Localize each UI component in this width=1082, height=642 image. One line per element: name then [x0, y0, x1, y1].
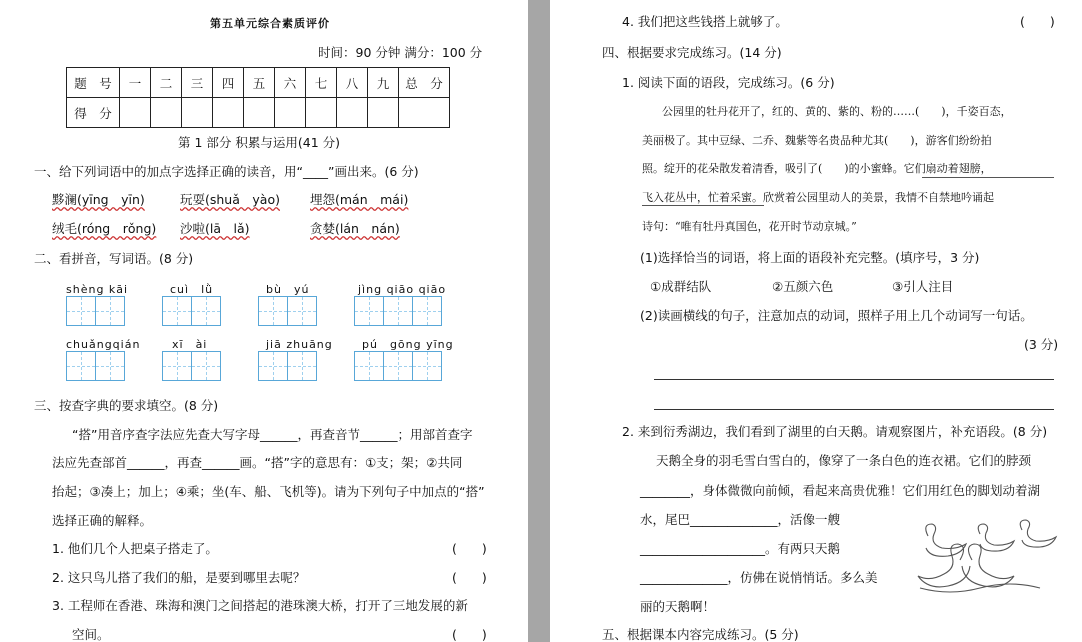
char-grid[interactable]: [66, 351, 124, 381]
score-cell[interactable]: [182, 98, 213, 128]
pinyin-label: chuǎngqián: [66, 338, 141, 351]
swan-line: ________，身体微微向前倾，看起来高贵优雅！它们用红色的脚划动着湖: [640, 483, 1041, 498]
score-cell[interactable]: [306, 98, 337, 128]
score-table-header-row: [67, 68, 450, 98]
passage-line: 公园里的牡丹花开了，红的、黄的、紫的、粉的……( )，千姿百态，: [662, 105, 1012, 118]
score-header-cell: 五: [244, 68, 275, 98]
char-grid[interactable]: [162, 351, 220, 381]
q3-text-line: 选择正确的解释。: [52, 513, 153, 528]
task1: (1)选择恰当的词语，将上面的语段补充完整。(填序号，3 分): [640, 250, 980, 265]
page-gap: [528, 0, 550, 642]
q2-heading: 二、看拼音，写词语。(8 分): [34, 251, 194, 266]
swan-line: 天鹅全身的羽毛雪白雪白的，像穿了一条白色的连衣裙。它们的脖颈: [656, 453, 1032, 468]
left-page: [0, 0, 528, 642]
q3-item: 1. 他们几个人把桌子搭走了。: [52, 541, 218, 556]
q3-text-line: “搭”用音序查字法应先查大写字母______，再查音节______；用部首查字: [72, 427, 473, 442]
char-grid[interactable]: [354, 351, 441, 381]
score-header-cell: 九: [368, 68, 399, 98]
pinyin-label: shèng kāi: [66, 283, 129, 296]
q3-item: 2. 这只鸟儿搭了我们的船，是要到哪里去呢？: [52, 570, 306, 585]
q1-item: 黟澜(yīng yīn): [52, 192, 145, 207]
score-table-score-row: [67, 98, 450, 128]
score-cell[interactable]: [399, 98, 450, 128]
swan-line: 丽的天鹅啊！: [640, 599, 716, 614]
score-header-cell: 一: [120, 68, 151, 98]
score-cell[interactable]: [151, 98, 182, 128]
answer-paren[interactable]: ( ): [452, 541, 487, 556]
q5-heading: 五、根据课本内容完成练习。(5 分): [602, 627, 799, 642]
score-cell[interactable]: [368, 98, 399, 128]
pinyin-label: cuì lǜ: [170, 283, 214, 296]
score-header-cell: 二: [151, 68, 182, 98]
answer-paren[interactable]: ( ): [452, 570, 487, 585]
passage-underline: [642, 205, 764, 206]
q3-item: 3. 工程师在香港、珠海和澳门之间搭起的港珠澳大桥，打开了三地发展的新: [52, 598, 468, 613]
passage-line: 美丽极了。其中豆绿、二乔、魏紫等名贵品种尤其( )，游客们纷纷拍: [642, 134, 992, 147]
option: ①成群结队: [650, 279, 712, 294]
swan-line: ______________，仿佛在说悄悄话。多么美: [640, 570, 878, 585]
swan-line: 水，尾巴______________，活像一艘: [640, 512, 841, 527]
q4-heading: 四、根据要求完成练习。(14 分): [602, 45, 782, 60]
q4-sub2: 2. 来到衍秀湖边，我们看到了湖里的白天鹅。请观察图片，补充语段。(8 分): [622, 424, 1048, 439]
q1-item: 沙啦(lā lǎ): [180, 221, 250, 236]
char-grid[interactable]: [66, 296, 124, 326]
swan-line: ____________________。有两只天鹅: [640, 541, 841, 556]
option: ③引人注目: [892, 279, 954, 294]
q3-text-line: 法应先查部首______，再查______画。“搭”字的意思有：①支；架；②共同: [52, 455, 463, 470]
passage-underline: [922, 177, 1054, 178]
passage-line: 诗句：“唯有牡丹真国色，花开时节动京城。”: [642, 220, 857, 233]
q1-item: 贪婪(lán nán): [310, 221, 400, 236]
score-header-cell: 总 分: [399, 68, 450, 98]
time-info: 时间：90 分钟 满分：100 分: [318, 45, 483, 60]
q3-heading: 三、按查字典的要求填空。(8 分): [34, 398, 219, 413]
task2-score: (3 分): [1024, 337, 1059, 352]
char-grid[interactable]: [162, 296, 220, 326]
swans-illustration: [910, 518, 1060, 600]
score-row-label: 得 分: [67, 98, 120, 128]
option: ②五颜六色: [772, 279, 834, 294]
answer-paren[interactable]: ( ): [1020, 14, 1055, 29]
score-cell[interactable]: [275, 98, 306, 128]
pinyin-label: jìng qiāo qiāo: [358, 283, 447, 296]
q3-text-line: 抬起；③凑上；加上；④乘；坐(车、船、飞机等)。请为下列句子中加点的“搭”: [52, 484, 485, 499]
char-grid[interactable]: [354, 296, 441, 326]
exam-title: 第五单元综合素质评价: [210, 17, 330, 30]
q3-item-continued: 空间。: [72, 627, 110, 642]
pinyin-label: xī ài: [172, 338, 208, 351]
q1-item: 绒毛(róng rǒng): [52, 221, 157, 236]
q1-heading: 一、给下列词语中的加点字选择正确的读音，用“____”画出来。(6 分): [34, 164, 419, 179]
q1-item: 玩耍(shuǎ yào): [180, 192, 280, 207]
pinyin-label: jiā zhuāng: [266, 338, 333, 351]
score-header-cell: 四: [213, 68, 244, 98]
pinyin-label: bù yú: [266, 283, 310, 296]
score-header-cell: 题 号: [67, 68, 120, 98]
task2: (2)读画横线的句子，注意加点的动词，照样子用上几个动词写一句话。: [640, 308, 1033, 323]
score-cell[interactable]: [337, 98, 368, 128]
pinyin-label: pú gōng yīng: [362, 338, 454, 351]
char-grid[interactable]: [258, 296, 316, 326]
score-cell[interactable]: [120, 98, 151, 128]
answer-paren[interactable]: ( ): [452, 627, 487, 642]
score-header-cell: 三: [182, 68, 213, 98]
score-cell[interactable]: [244, 98, 275, 128]
part1-heading: 第 1 部分 积累与运用(41 分): [178, 135, 341, 150]
answer-line[interactable]: [654, 379, 1054, 380]
char-grid[interactable]: [258, 351, 316, 381]
q4-sub1: 1. 阅读下面的语段，完成练习。(6 分): [622, 75, 835, 90]
q3-item: 4. 我们把这些钱搭上就够了。: [622, 14, 788, 29]
answer-line[interactable]: [654, 409, 1054, 410]
passage-line: 飞入花丛中，忙着采蜜。欣赏着公园里动人的美景，我情不自禁地吟诵起: [642, 191, 994, 204]
passage-line: 照。绽开的花朵散发着清香，吸引了( )的小蜜蜂。它们扇动着翅膀，: [642, 162, 992, 175]
q1-item: 埋怨(mán mái): [310, 192, 409, 207]
score-header-cell: 六: [275, 68, 306, 98]
score-header-cell: 七: [306, 68, 337, 98]
score-header-cell: 八: [337, 68, 368, 98]
score-table: [66, 67, 450, 128]
score-cell[interactable]: [213, 98, 244, 128]
right-page: [550, 0, 1082, 642]
